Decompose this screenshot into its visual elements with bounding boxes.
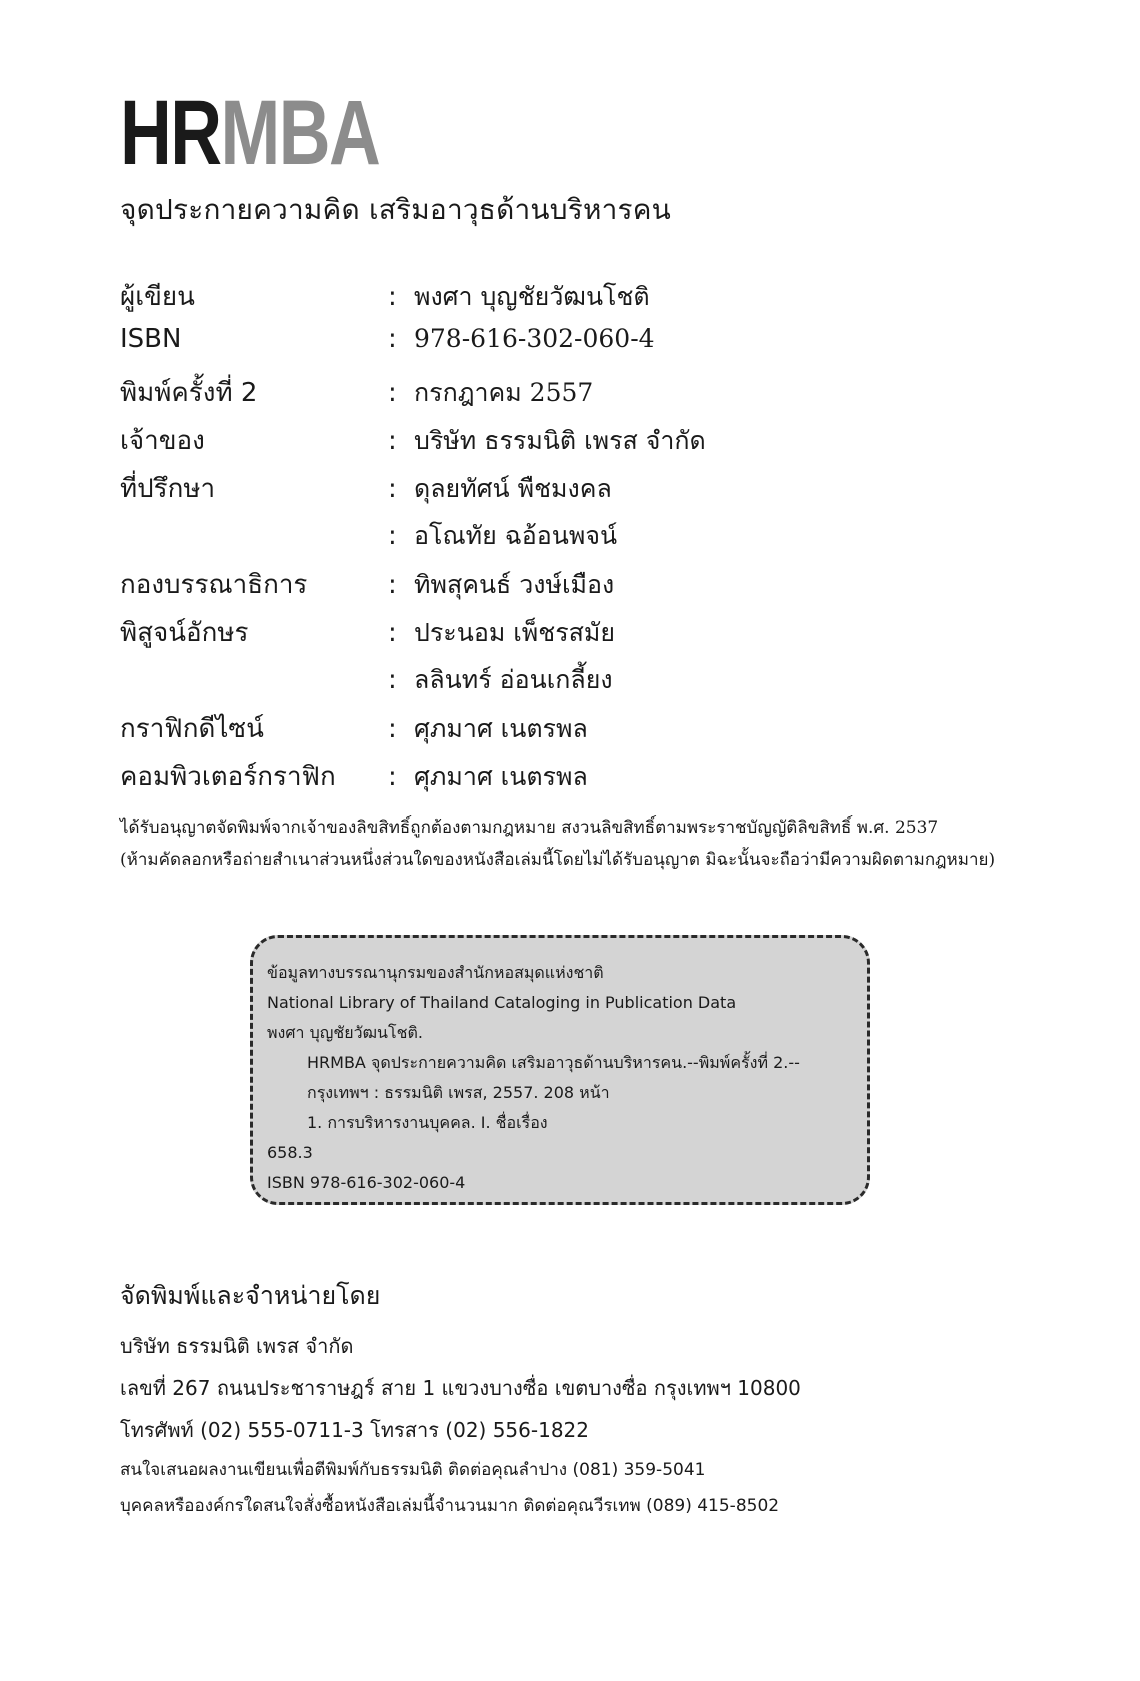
copyright-line-2: (ห้ามคัดลอกหรือถ่ายสำเนาส่วนหนึ่งส่วนใดของหนังสือเล่มนี้โดยไม่ได้รับอนุญาต มิฉะนั้นจะถือว่ามีความผิดตามกฎหมาย) xyxy=(120,850,996,870)
credit-row xyxy=(120,420,1020,468)
credit-colon: : xyxy=(388,665,397,695)
credit-label: พิสูจน์อักษร xyxy=(120,618,249,648)
credit-value: กรกฎาคม 2557 xyxy=(414,378,594,407)
credit-label: ผู้เขียน xyxy=(120,282,195,312)
credit-colon: : xyxy=(388,521,397,551)
cip-box xyxy=(250,935,870,1205)
publisher-name: บริษัท ธรรมนิติ เพรส จำกัด xyxy=(120,1334,354,1358)
copyright-page xyxy=(120,82,1020,1516)
logo-mba: MBA xyxy=(220,82,380,184)
credit-value: ศุภมาศ เนตรพล xyxy=(414,762,588,791)
credit-value: บริษัท ธรรมนิติ เพรส จำกัด xyxy=(414,426,706,455)
credit-colon: : xyxy=(388,426,397,456)
credit-colon: : xyxy=(388,714,397,744)
credit-row xyxy=(120,324,1020,372)
credit-label: กองบรรณาธิการ xyxy=(120,570,308,600)
credit-colon: : xyxy=(388,282,397,312)
credit-colon: : xyxy=(388,762,397,792)
credit-label: คอมพิวเตอร์กราฟิก xyxy=(120,762,336,792)
credit-label: พิมพ์ครั้งที่ 2 xyxy=(120,378,258,408)
credit-colon: : xyxy=(388,570,397,600)
credit-row xyxy=(120,564,1020,612)
credit-value: ประนอม เพ็ชรสมัย xyxy=(414,618,616,647)
hrmba-logo xyxy=(120,82,822,184)
credit-row xyxy=(120,468,1020,516)
credit-colon: : xyxy=(388,474,397,504)
cip-title-line-1: HRMBA จุดประกายความคิด เสริมอาวุธด้านบริหารคน.--พิมพ์ครั้งที่ 2.-- xyxy=(307,1053,800,1072)
credits-list xyxy=(120,276,1020,804)
credit-row xyxy=(120,276,1020,324)
credit-value: ศุภมาศ เนตรพล xyxy=(414,714,588,743)
credit-label: เจ้าของ xyxy=(120,426,205,456)
publisher-heading: จัดพิมพ์และจำหน่ายโดย xyxy=(120,1281,381,1310)
credit-row xyxy=(120,516,1020,564)
credit-label: ที่ปรึกษา xyxy=(120,474,216,504)
publisher-address: เลขที่ 267 ถนนประชาราษฎร์ สาย 1 แขวงบางซื่อ เขตบางซื่อ กรุงเทพฯ 10800 xyxy=(120,1376,801,1400)
credit-value: 978-616-302-060-4 xyxy=(414,324,655,353)
publisher-phone: โทรศัพท์ (02) 555-0711-3 โทรสาร (02) 556-1822 xyxy=(120,1418,589,1442)
credit-colon: : xyxy=(388,618,397,648)
cip-isbn: ISBN 978-616-302-060-4 xyxy=(267,1173,466,1192)
copyright-notice xyxy=(120,812,1020,876)
credit-colon: : xyxy=(388,324,397,354)
credit-row xyxy=(120,612,1020,660)
credit-label: กราฟิกดีไซน์ xyxy=(120,714,264,744)
book-subtitle: จุดประกายความคิด เสริมอาวุธด้านบริหารคน xyxy=(120,193,672,226)
credit-label: ISBN xyxy=(120,324,182,354)
credit-row xyxy=(120,660,1020,708)
credit-colon: : xyxy=(388,378,397,408)
credit-row xyxy=(120,372,1020,420)
cip-author: พงศา บุญชัยวัฒนโชติ. xyxy=(267,1023,423,1042)
cip-classification: 658.3 xyxy=(267,1143,313,1162)
copyright-line-1: ได้รับอนุญาตจัดพิมพ์จากเจ้าของลิขสิทธิ์ถูกต้องตามกฎหมาย สงวนลิขสิทธิ์ตามพระราชบัญญัติลิขสิทธิ์ พ.ศ. 2537 xyxy=(120,818,939,838)
cip-title-line-2: กรุงเทพฯ : ธรรมนิติ เพรส, 2557. 208 หน้า xyxy=(307,1083,610,1102)
credit-value: อโณทัย ฉอ้อนพจน์ xyxy=(414,521,618,550)
publisher-note-2: บุคคลหรือองค์กรใดสนใจสั่งซื้อหนังสือเล่มนี้จำนวนมาก ติดต่อคุณวีรเทพ (089) 415-8502 xyxy=(120,1496,780,1516)
cip-heading-en: National Library of Thailand Cataloging in Publication Data xyxy=(267,993,737,1012)
cip-heading-th: ข้อมูลทางบรรณานุกรมของสำนักหอสมุดแห่งชาติ xyxy=(267,963,604,982)
cip-subject: 1. การบริหารงานบุคคล. I. ชื่อเรื่อง xyxy=(307,1113,548,1132)
credit-value: ทิพสุคนธ์ วงษ์เมือง xyxy=(414,570,615,599)
credit-row xyxy=(120,756,1020,804)
credit-row xyxy=(120,708,1020,756)
credit-value: พงศา บุญชัยวัฒนโชติ xyxy=(414,282,650,311)
publisher-info xyxy=(120,1276,801,1528)
publisher-note-1: สนใจเสนอผลงานเขียนเพื่อตีพิมพ์กับธรรมนิติ ติดต่อคุณลำปาง (081) 359-5041 xyxy=(120,1460,706,1480)
credit-value: ลลินทร์ อ่อนเกลี้ยง xyxy=(414,665,613,694)
credit-value: ดุลยทัศน์ พืชมงคล xyxy=(414,474,612,503)
logo-hr: HR xyxy=(120,82,221,184)
